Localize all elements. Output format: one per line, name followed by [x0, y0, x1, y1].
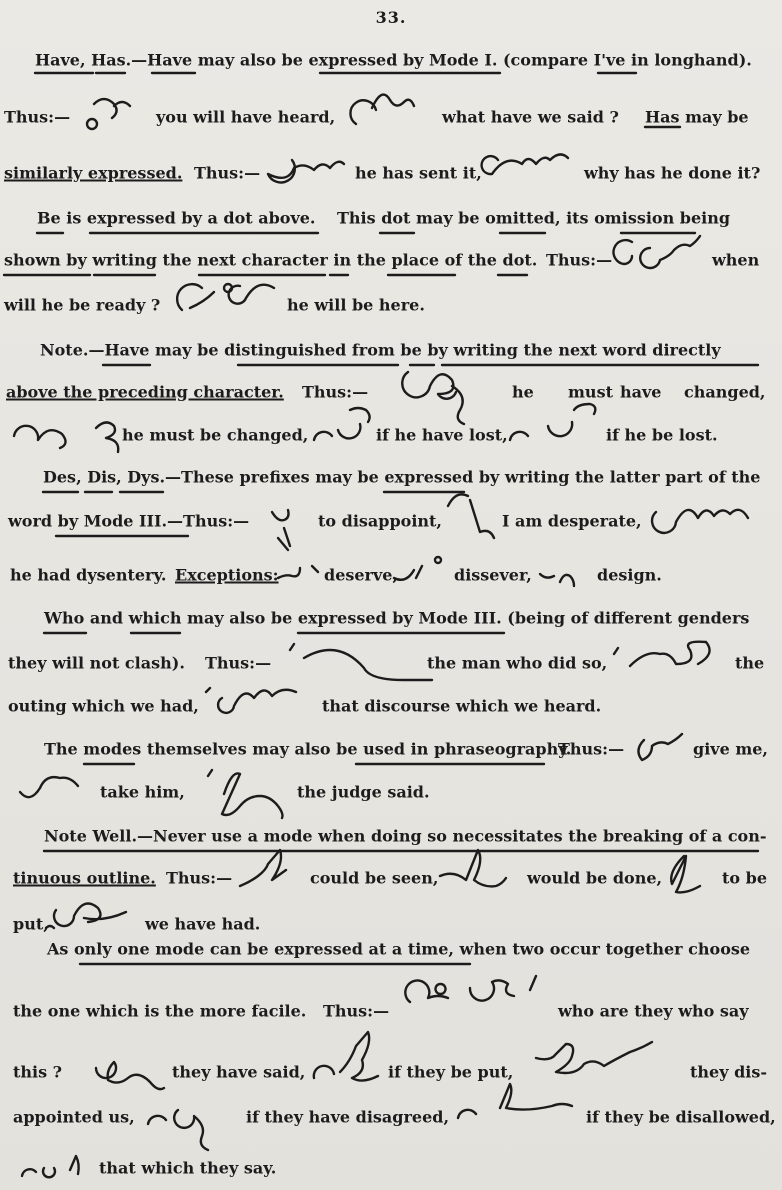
text-line: [0, 684, 782, 728]
text-segment: could be seen,: [310, 868, 439, 888]
text-segment: Thus:—: [302, 382, 369, 402]
text-segment: Thus:—: [4, 107, 71, 127]
text-line: [0, 413, 782, 457]
text-segment: have: [620, 382, 662, 402]
text-segment: word by Mode III.—Thus:—: [8, 511, 250, 531]
text-segment: they have said,: [172, 1062, 306, 1082]
text-line: [0, 328, 782, 372]
text-line: [0, 814, 782, 858]
text-segment: Des, Dis, Dys.—These prefixes may be expressed by writing the latter part of the: [43, 467, 761, 487]
text-line: [0, 499, 782, 543]
text-segment: the: [735, 653, 765, 673]
text-segment: who are they who say: [558, 1001, 749, 1021]
text-line: [0, 1146, 782, 1190]
text-segment: they will not clash).: [8, 653, 185, 673]
text-line: [0, 455, 782, 499]
text-segment: if they be put,: [388, 1062, 514, 1082]
text-line: [0, 727, 782, 771]
page-number: 33.: [375, 8, 407, 27]
text-segment: they dis-: [690, 1062, 767, 1082]
text-line: [0, 553, 782, 597]
text-line: [0, 95, 782, 139]
text-segment: The modes themselves may also be used in phraseography.: [44, 739, 572, 759]
text-segment: must: [568, 382, 613, 402]
text-segment: you will have heard,: [156, 107, 336, 127]
text-line: [0, 596, 782, 640]
text-segment: shown by writing the next character in the place of the dot.: [4, 250, 538, 270]
text-line: [0, 196, 782, 240]
text-segment: he must be changed,: [122, 425, 309, 445]
text-segment: Note.—Have may be distinguished from be by writing the next word directly: [40, 340, 721, 360]
text-segment: above the preceding character.: [6, 382, 284, 402]
text-segment: Have, Has.—Have may also be expressed by Mode I. (compare I've in longhand).: [35, 50, 752, 70]
text-segment: take him,: [100, 782, 185, 802]
text-segment: put,: [13, 914, 49, 934]
text-segment: design.: [597, 565, 662, 585]
text-segment: Thus:—: [194, 163, 261, 183]
text-segment: if they have disagreed,: [246, 1107, 450, 1127]
text-segment: Exceptions:: [175, 565, 279, 585]
text-segment: the judge said.: [297, 782, 430, 802]
text-segment: As only one mode can be expressed at a time, when two occur together choose: [47, 939, 751, 959]
text-line: [0, 1050, 782, 1094]
text-segment: the one which is the more facile.: [13, 1001, 307, 1021]
text-line: [0, 770, 782, 814]
text-segment: outing which we had,: [8, 696, 199, 716]
text-segment: he had dysentery.: [10, 565, 167, 585]
text-line: [0, 1095, 782, 1139]
text-segment: why has he done it?: [584, 163, 761, 183]
text-line: [0, 927, 782, 971]
text-segment: if they be disallowed,: [586, 1107, 776, 1127]
text-line: [0, 238, 782, 282]
text-segment: Thus:—: [205, 653, 272, 673]
text-segment: tinuous outline.: [13, 868, 156, 888]
text-segment: Who and which may also be expressed by Mode III. (being of different genders: [44, 608, 750, 628]
text-segment: he: [512, 382, 534, 402]
text-line: [0, 283, 782, 327]
text-segment: if he be lost.: [606, 425, 718, 445]
text-segment: dissever,: [454, 565, 532, 585]
text-segment: changed,: [684, 382, 766, 402]
text-line: [0, 989, 782, 1033]
text-segment: I am desperate,: [502, 511, 642, 531]
text-segment: Thus:—: [558, 739, 625, 759]
text-segment: This dot may be omitted, its omission being: [337, 208, 731, 228]
text-segment: he will be here.: [287, 295, 425, 315]
text-line: [0, 856, 782, 900]
text-segment: deserve,: [324, 565, 399, 585]
text-segment: what have we said ?: [442, 107, 619, 127]
text-segment: Note Well.—Never use a mode when doing so necessitates the breaking of a con-: [44, 826, 767, 846]
text-segment: would be done,: [527, 868, 663, 888]
text-segment: to be: [722, 868, 767, 888]
text-segment: Has may be: [645, 107, 749, 127]
text-segment: that which they say.: [99, 1158, 277, 1178]
text-segment: similarly expressed.: [4, 163, 183, 183]
text-segment: give me,: [693, 739, 768, 759]
text-segment: Be is expressed by a dot above.: [37, 208, 316, 228]
text-segment: we have had.: [145, 914, 261, 934]
text-line: [0, 641, 782, 685]
text-segment: when: [712, 250, 760, 270]
text-segment: he has sent it,: [355, 163, 482, 183]
text-segment: the man who did so,: [427, 653, 608, 673]
text-segment: will he be ready ?: [4, 295, 161, 315]
text-line: [0, 38, 782, 82]
text-segment: to disappoint,: [318, 511, 442, 531]
text-segment: Thus:—: [166, 868, 233, 888]
text-segment: this ?: [13, 1062, 63, 1082]
text-segment: that discourse which we heard.: [322, 696, 602, 716]
text-segment: Thus:—: [546, 250, 613, 270]
text-segment: appointed us,: [13, 1107, 135, 1127]
text-line: [0, 370, 782, 414]
text-segment: if he have lost,: [376, 425, 508, 445]
text-segment: Thus:—: [323, 1001, 390, 1021]
text-line: [0, 151, 782, 195]
